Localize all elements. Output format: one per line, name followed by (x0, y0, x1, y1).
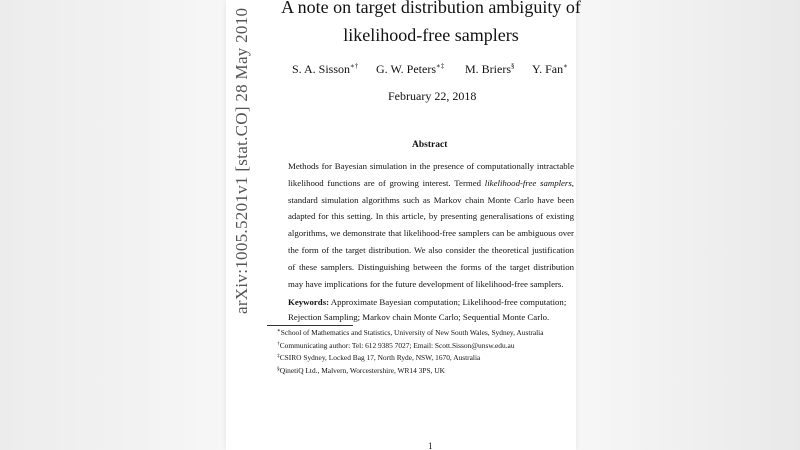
term-likelihood-free-samplers: likelihood-free samplers (484, 177, 572, 188)
footnote: †Communicating author: Tel: 612 9385 7027; Email: Scott.Sisson@unsw.edu.au (277, 340, 515, 350)
arxiv-stamp: arXiv:1005.5201v1 [stat.CO] 28 May 2010 (232, 7, 251, 314)
abstract-line: likelihood functions are of growing interest. Termed likelihood-free samplers, (288, 177, 574, 188)
paper-title-line1: A note on target distribution ambiguity of (281, 0, 581, 17)
keywords-line: Keywords: Approximate Bayesian computation; Likelihood-free computation; (288, 297, 567, 307)
background-right (576, 0, 800, 450)
paper-date: February 22, 2018 (388, 89, 477, 103)
abstract-line: may have implications for the future development of likelihood-free samplers. (288, 278, 564, 289)
author-peters-marks: ∗‡ (436, 62, 445, 70)
abstract-line: Methods for Bayesian simulation in the presence of computationally intractable (288, 161, 574, 171)
footnote: ‡CSIRO Sydney, Locked Bag 17, North Ryde, NSW, 1670, Australia (277, 353, 481, 363)
abstract-line: the form of the target distribution. We also consider the theoretical justification (288, 244, 574, 255)
abstract-line: of these samplers. Distinguishing between the forms of the target distribution (288, 261, 574, 272)
abstract-line: algorithms, we demonstrate that likelihood-free samplers can be ambiguous over (288, 228, 574, 239)
author-fan-marks: ∗ (563, 62, 568, 70)
author-briers: M. Briers§ (465, 62, 515, 76)
abstract-heading: Abstract (412, 140, 448, 150)
author-peters: G. W. Peters∗‡ (376, 62, 445, 76)
footnote: §QinetiQ Ltd., Malvern, Worcestershire, WR14 3PS, UK (277, 365, 445, 375)
author-briers-marks: § (511, 62, 515, 70)
footnote: ∗School of Mathematics and Statistics, University of New South Wales, Sydney, Australia (277, 328, 544, 337)
author-sisson: S. A. Sisson∗† (292, 62, 359, 76)
page-number: 1 (428, 441, 433, 450)
footnotes (277, 326, 577, 376)
abstract-line: adapted for this setting. In this article, by presenting generalisations of existing (288, 211, 574, 222)
author-fan: Y. Fan∗ (532, 62, 568, 76)
abstract-body (288, 158, 574, 292)
paper-title-line2: likelihood-free samplers (343, 25, 519, 45)
keywords-label: Keywords: (288, 297, 330, 307)
abstract-line: standard simulation algorithms such as Markov chain Monte Carlo have been (288, 194, 574, 205)
author-sisson-marks: ∗† (350, 62, 359, 70)
background-left (0, 0, 226, 450)
keywords (288, 295, 576, 324)
keywords-line: Rejection Sampling; Markov chain Monte Carlo; Sequential Monte Carlo. (288, 311, 550, 322)
